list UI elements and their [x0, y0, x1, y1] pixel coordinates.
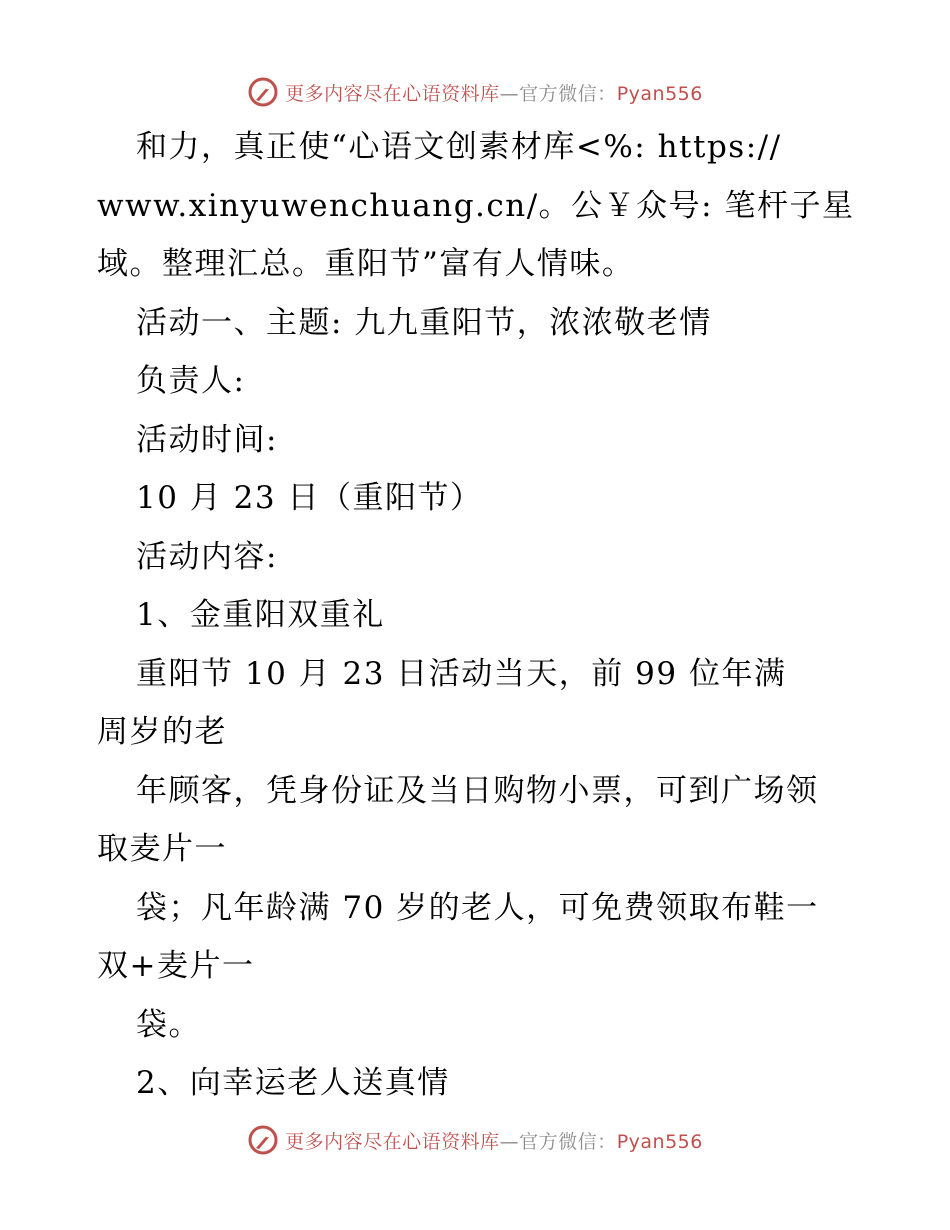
text-line: 活动内容: — [136, 538, 278, 575]
text-line: 年顾客，凭身份证及当日购物小票，可到广场领 — [136, 772, 819, 809]
footer-banner — [0, 1120, 950, 1160]
banner-wechat-label: 官方微信： — [519, 1130, 617, 1153]
text-line: 双+麦片一 — [97, 948, 255, 984]
text-line: 和力，真正使“心语文创素材库<%: https:// — [136, 129, 782, 165]
banner-main-text: 更多内容尽在心语资料库 — [285, 1130, 500, 1153]
document-body — [97, 118, 857, 1113]
banner-text — [285, 79, 703, 106]
banner-dash: — — [499, 1130, 520, 1153]
text-line: www.xinyuwenchuang.cn/。公￥众号: 笔杆子星 — [97, 187, 855, 224]
header-banner — [0, 72, 950, 112]
banner-text — [285, 1127, 703, 1154]
banner-main-text: 更多内容尽在心语资料库 — [285, 82, 500, 105]
text-line: 10 月 23 日（重阳节） — [136, 480, 483, 516]
text-line: 负责人: — [136, 363, 246, 399]
text-line: 重阳节 10 月 23 日活动当天，前 99 位年满 — [136, 655, 787, 692]
banner-wechat-id: Pyan556 — [616, 82, 703, 105]
banner-inner — [247, 76, 703, 108]
quill-circle-logo-icon — [247, 76, 279, 108]
banner-dash: — — [499, 82, 520, 105]
text-line: 周岁的老 — [97, 714, 227, 750]
banner-wechat-label: 官方微信： — [519, 82, 617, 105]
text-line: 活动时间: — [136, 421, 278, 458]
quill-circle-logo-icon — [247, 1124, 279, 1156]
text-line: 1、金重阳双重礼 — [136, 597, 385, 633]
text-line: 域。整理汇总。重阳节”富有人情味。 — [97, 246, 635, 282]
text-line: 袋。 — [136, 1006, 201, 1043]
text-line: 活动一、主题: 九九重阳节，浓浓敬老情 — [136, 304, 712, 341]
text-line: 取麦片一 — [97, 831, 227, 867]
text-line: 2、向幸运老人送真情 — [136, 1065, 450, 1101]
text-line: 袋；凡年龄满 70 岁的老人，可免费领取布鞋一 — [136, 889, 819, 926]
banner-inner — [247, 1124, 703, 1156]
banner-wechat-id: Pyan556 — [616, 1130, 703, 1153]
